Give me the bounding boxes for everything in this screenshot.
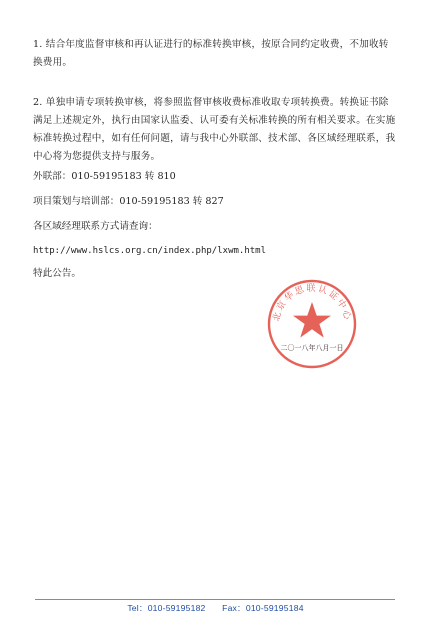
contact-training-line: 项目策划与培训部：010-59195183 转 827	[33, 196, 224, 207]
contact-liaison-line: 外联部：010-59195183 转 810	[33, 171, 176, 182]
seal-star-icon	[293, 302, 331, 338]
paragraph-item-2: 2. 单独申请专项转换审核，将参照监督审核收费标准收取专项转换费。转换证书除满足上述规定外，执行由国家认监委、认可委有关标准转换的所有相关要求。在实施标准转换过程中，如有任何问题，请与我中心外联部、技术部、各区域经理联系，我中心将为您提供支持与服务。	[33, 97, 396, 162]
footer-fax: Fax：010-59195184	[222, 603, 304, 613]
paragraph-item-1: 1. 结合年度监督审核和再认证进行的标准转换审核，按原合同约定收费，不加收转换费用。	[33, 39, 389, 68]
footer-tel: Tel：010-59195182	[127, 603, 206, 613]
footer-divider	[35, 599, 395, 600]
regional-query-line: 各区域经理联系方式请查询：	[33, 221, 158, 232]
regional-contact-url[interactable]: http://www.hslcs.org.cn/index.php/lxwm.html	[33, 246, 266, 256]
footer-contact	[0, 602, 431, 614]
seal-ring-text: 北京华思联认证中心	[271, 284, 353, 323]
closing-line: 特此公告。	[33, 268, 81, 279]
seal-date: 二〇一八年八月一日	[280, 344, 344, 352]
official-seal	[266, 278, 358, 370]
